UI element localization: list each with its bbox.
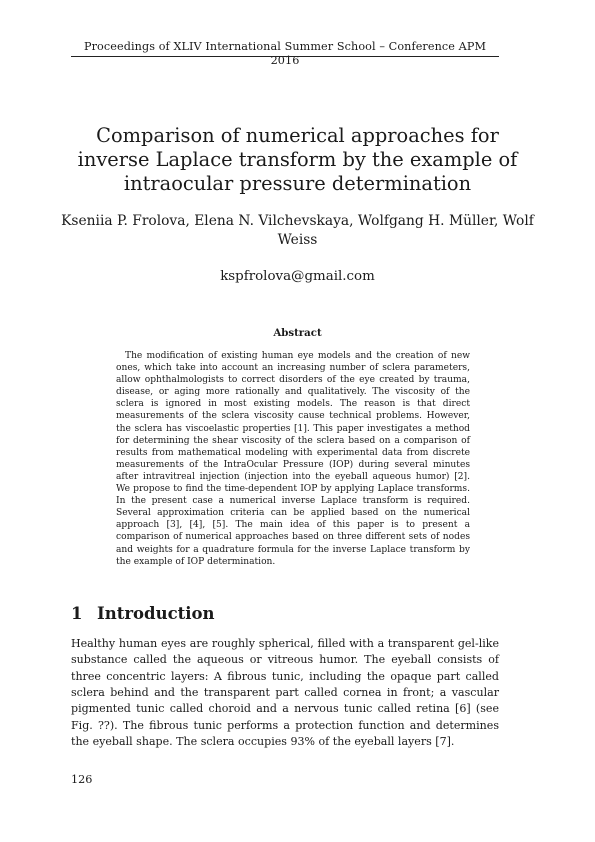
section-title: Introduction [97, 604, 215, 623]
header-rule [71, 56, 499, 57]
paper-title: Comparison of numerical approaches for inverse Laplace transform by the example of intraocular pressure determination [77, 124, 518, 195]
running-header: Proceedings of XLIV International Summer School – Conference APM 2016 [83, 40, 487, 67]
abstract-text: The modification of existing human eye models and the creation of new ones, which take into account an increasing number of sclera parameters, allow ophthalmologists to correct disorders of the eye created by trauma, disease, or aging more rationally and qualitatively. The viscosity of the sclera is ignored in most existing models. The reason is that direct measurements of the sclera viscosity cause technical problems. However, the sclera has viscoelastic properties [1]. This paper investigates a method for determining the shear viscosity of the sclera based on a comparison of results from mathematical modeling with experimental data from discrete measurements of the IntraOcular Pressure (IOP) during several minutes after intravitreal injection (injection into the eyeball aqueous humor) [2]. We propose to find the time-dependent IOP by applying Laplace transforms. In the present case a numerical inverse Laplace transform is required. Several approximation criteria can be applied based on the numerical approach [3], [4], [5]. The main idea of this paper is to present a comparison of numerical approaches based on three different sets of nodes and weights for a quadrature formula for the inverse Laplace transform by the example of IOP determination. [116, 351, 470, 567]
section-number: 1 [71, 604, 83, 623]
page-number: 126 [71, 773, 93, 786]
section-heading [71, 604, 215, 624]
author-email: kspfrolova@gmail.com [220, 269, 375, 284]
author-list: Kseniia P. Frolova, Elena N. Vilchevskaya, Wolfgang H. Müller, Wolf Weiss [61, 213, 534, 248]
abstract-heading: Abstract [273, 327, 322, 339]
section-paragraph: Healthy human eyes are roughly spherical, filled with a transparent gel-like substance called the aqueous or vitreous humor. The eyeball consists of three concentric layers: A fibrous tunic, including the opaque part called sclera behind and the transparent part called cornea in front; a vascular pigmented tunic called choroid and a nervous tunic called retina [6] (see Fig. ??). The fibrous tunic performs a protection function and determines the eyeball shape. The sclera occupies 93% of the eyeball layers [7]. [71, 637, 499, 749]
